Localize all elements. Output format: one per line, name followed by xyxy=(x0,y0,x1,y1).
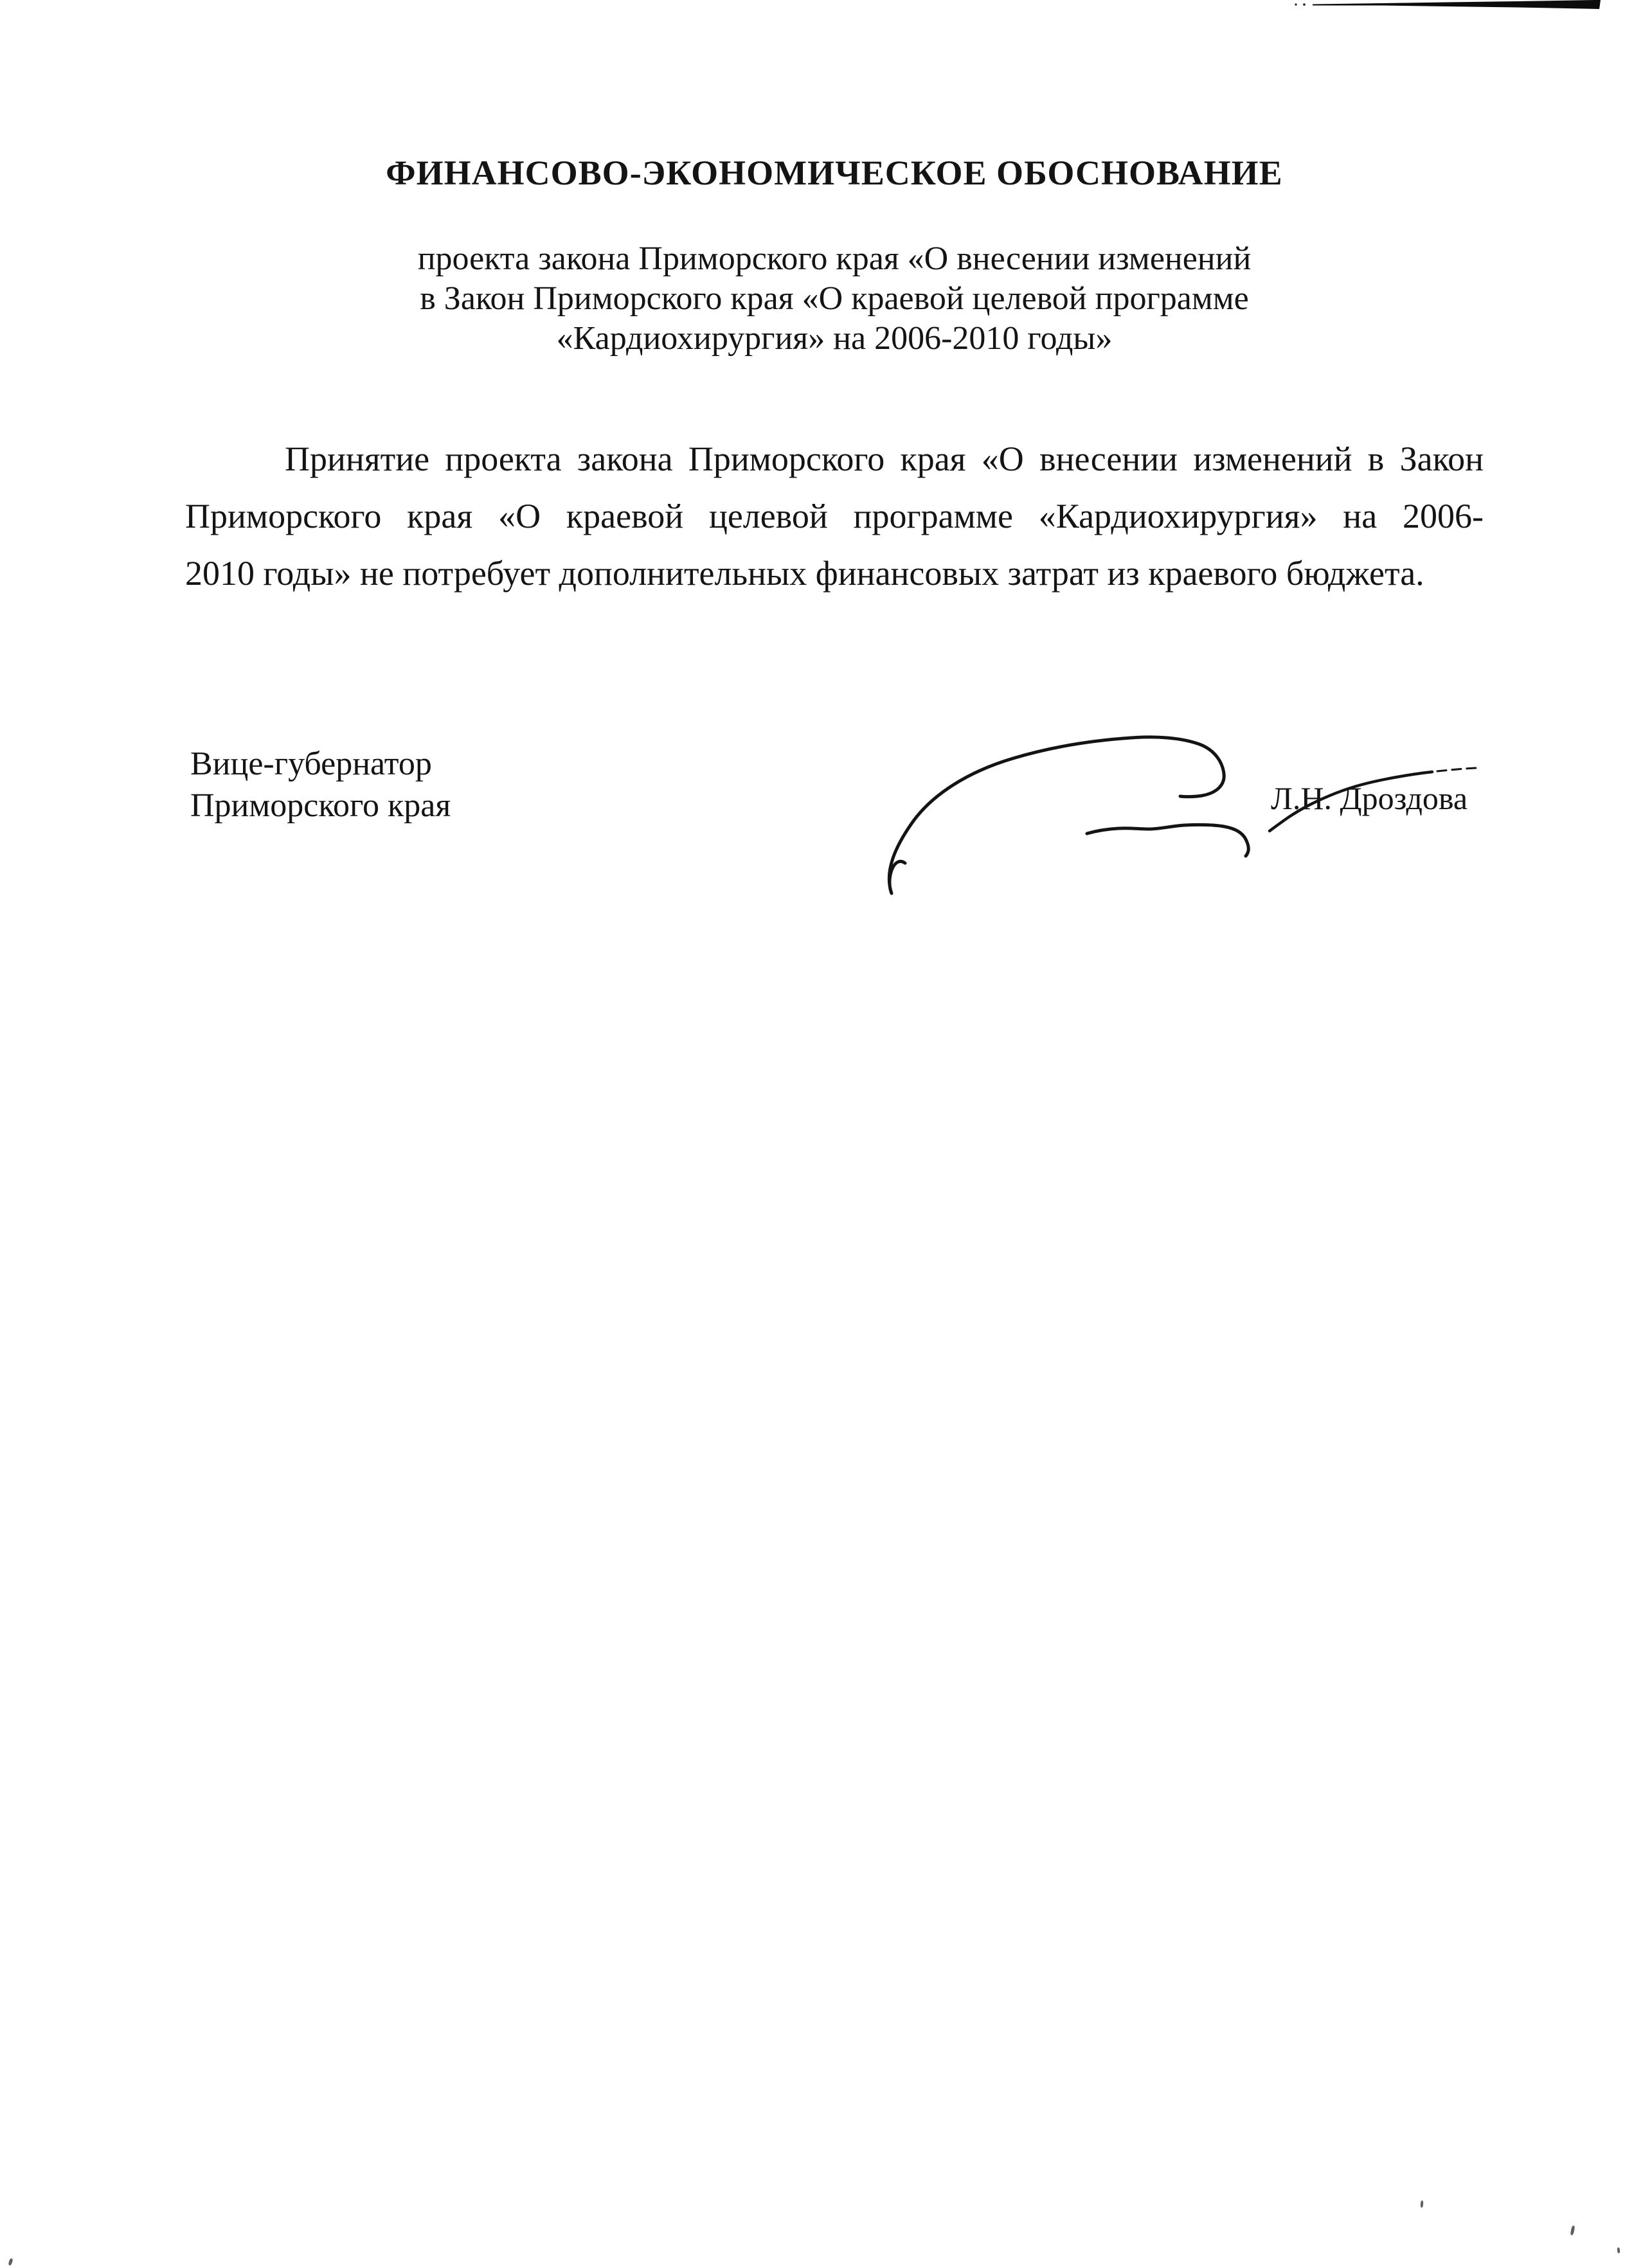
signature-cross-fade xyxy=(1437,768,1476,771)
body-line: Принятие проекта закона Приморского края «О внесении изменений в Закон xyxy=(285,440,1484,478)
subtitle-line: в Закон Приморского края «О краевой целевой программе xyxy=(420,280,1249,317)
body-paragraph xyxy=(185,431,1484,602)
document-subtitle xyxy=(185,239,1484,359)
scan-speck xyxy=(8,2258,13,2265)
scan-speck xyxy=(1421,2201,1424,2208)
scan-speck xyxy=(1617,2247,1621,2253)
scan-artifact-line xyxy=(1286,0,1625,14)
body-line: 2010 годы» не потребует дополнительных финансовых затрат из краевого бюджета. xyxy=(185,554,1424,593)
signature-underline-stroke xyxy=(1087,825,1248,856)
document-title: ФИНАНСОВО-ЭКОНОМИЧЕСКОЕ ОБОСНОВАНИЕ xyxy=(386,154,1283,192)
subtitle-line: «Кардиохирургия» на 2006-2010 годы» xyxy=(556,320,1113,357)
signer-role xyxy=(190,743,451,826)
signer-name: Л.Н. Дроздова xyxy=(1271,780,1468,816)
signer-role-line: Приморского края xyxy=(190,787,451,824)
signature-swoosh-stroke xyxy=(889,737,1224,893)
signer-role-line: Вице-губернатор xyxy=(190,746,432,782)
subtitle-line: проекта закона Приморского края «О внесении изменений xyxy=(417,240,1252,277)
body-line: Приморского края «О краевой целевой программе «Кардиохирургия» на 2006- xyxy=(185,497,1484,535)
scan-speck xyxy=(1570,2226,1575,2236)
